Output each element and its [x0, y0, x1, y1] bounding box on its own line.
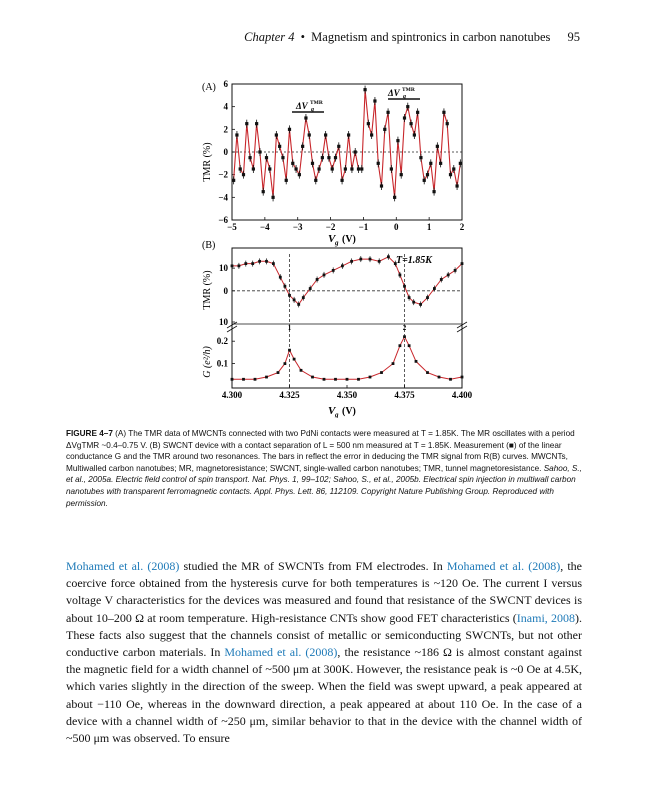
- caption-citation: Sahoo, S., et al., 2005a. Electric field control of spin transport. Nat. Phys. 1, 99–102; Sahoo, S., et al., 2005b. Electrical spin injection in multiwall carbon nanotubes with transparent ferromagnetic contacts. Appl. Phys. Lett. 86, 112109. Copyright Nature Publishing Group. Reproduced with permission.: [66, 463, 582, 508]
- panel-b-xlabel-v: V: [328, 405, 336, 417]
- panel-a-point: [278, 145, 281, 148]
- panel-a-point: [370, 133, 373, 136]
- panel-b-tmr-point: [399, 274, 402, 277]
- delta-sub-2: g: [403, 94, 406, 100]
- panel-a-point: [436, 145, 439, 148]
- panel-a-point: [459, 162, 462, 165]
- panel-b-tmr-point: [231, 264, 234, 267]
- a-ytick-label-1: 4: [223, 101, 228, 112]
- delta-annotation-1: [292, 100, 324, 113]
- panel-a-point: [347, 133, 350, 136]
- delta-annotation-2: [387, 87, 420, 100]
- panel-a-xticks: [227, 217, 465, 232]
- panel-b-ylabel-top: TMR (%): [202, 270, 213, 310]
- panel-b-tmr-point: [461, 262, 464, 265]
- panel-b-g-point: [288, 349, 291, 352]
- panel-a-point: [452, 167, 455, 170]
- panel-b-tmr-point: [302, 296, 305, 299]
- panel-b-tmr-point: [378, 260, 381, 263]
- panel-a-point: [449, 173, 452, 176]
- panel-a-point: [301, 145, 304, 148]
- a-xtick-label-7: 2: [459, 222, 465, 232]
- panel-b-tmr-point: [265, 260, 268, 263]
- panel-a-point: [331, 167, 334, 170]
- panel-b-tmr-point: [244, 262, 247, 265]
- panel-a: [202, 79, 465, 247]
- citation-link-2[interactable]: Mohamed et al. (2008): [446, 559, 561, 573]
- a-xtick-label-0: −5: [227, 222, 237, 232]
- temperature-label: T=1.85K: [396, 255, 432, 266]
- panel-a-point: [285, 179, 288, 182]
- panel-a-point: [317, 167, 320, 170]
- panel-b-tmr-point: [238, 264, 241, 267]
- panel-a-xlabel-sub: g: [335, 239, 339, 247]
- panel-a-point: [314, 179, 317, 182]
- panel-a-point: [327, 156, 330, 159]
- resonance-2-marker: 2: [402, 324, 407, 332]
- panel-a-point: [288, 128, 291, 131]
- figure-caption: [66, 428, 582, 509]
- panel-a-point: [232, 179, 235, 182]
- panel-a-point: [258, 150, 261, 153]
- panel-a-point: [337, 145, 340, 148]
- caption-label: FIGURE 4–7: [66, 429, 113, 438]
- panel-a-point: [334, 156, 337, 159]
- panel-b-frame: [232, 248, 462, 388]
- chapter-title: Magnetism and spintronics in carbon nanotubes: [311, 30, 551, 44]
- panel-b-tmr-point: [426, 296, 429, 299]
- panel-b-tmr-point: [279, 276, 282, 279]
- panel-b-tmr-point: [403, 285, 406, 288]
- panel-b-top-yticks: [219, 263, 235, 327]
- panel-b-g-point: [403, 335, 406, 338]
- panel-b-tmr-point: [447, 274, 450, 277]
- panel-b-tmr-point: [387, 255, 390, 258]
- panel-b-g-point: [300, 369, 303, 372]
- panel-a-xlabel: [328, 233, 356, 247]
- panel-a-point: [367, 122, 370, 125]
- panel-a-point: [426, 173, 429, 176]
- panel-b-g-point: [277, 371, 280, 374]
- panel-a-point: [308, 133, 311, 136]
- delta-label-2: ΔV: [388, 88, 400, 98]
- panel-a-point: [416, 111, 419, 114]
- panel-a-point: [383, 128, 386, 131]
- panel-b-g-point: [323, 378, 326, 381]
- page-number: 95: [567, 30, 580, 44]
- panel-b-g-point: [449, 378, 452, 381]
- panel-b-g-point: [399, 344, 402, 347]
- panel-a-point: [363, 88, 366, 91]
- resonance-1-marker: 1: [287, 324, 292, 332]
- panel-b-tmr-point: [309, 287, 312, 290]
- b-bot-ytick-label-1: 0.1: [216, 358, 228, 369]
- panel-b-tmr-point: [341, 264, 344, 267]
- panel-b-g-point: [461, 376, 464, 379]
- panel-a-point: [446, 122, 449, 125]
- panel-b-g-point: [426, 371, 429, 374]
- panel-a-point: [386, 111, 389, 114]
- a-xtick-label-6: 1: [426, 222, 432, 232]
- delta-sup-1: TMR: [310, 100, 323, 106]
- body-paragraph: [66, 558, 582, 747]
- panel-b-tmr-point: [350, 260, 353, 263]
- delta-sup-2: TMR: [402, 87, 415, 93]
- panel-a-point: [291, 162, 294, 165]
- panel-a-point: [242, 173, 245, 176]
- body-text-3: ). These facts also suggest that the channels consist of metallic or semiconducting SWCNTs, but not other conductive carbon materials. In: [66, 610, 582, 660]
- panel-b-g-point: [311, 376, 314, 379]
- panel-a-point: [423, 179, 426, 182]
- panel-a-point: [439, 162, 442, 165]
- panel-a-point: [344, 167, 347, 170]
- citation-link-3[interactable]: Inami, 2008: [516, 610, 575, 625]
- panel-a-xlabel-unit: (V): [342, 234, 356, 245]
- panel-a-point: [235, 133, 238, 136]
- panel-a-point: [403, 116, 406, 119]
- citation-link-4[interactable]: Mohamed et al. (2008): [224, 645, 338, 660]
- panel-b-g-point: [293, 358, 296, 361]
- panel-b-tmr-point: [297, 303, 300, 306]
- panel-b-tmr-point: [316, 278, 319, 281]
- panel-b-tmr-point: [408, 296, 411, 299]
- b-xtick-label-3: 4.375: [394, 390, 415, 400]
- panel-a-point: [419, 156, 422, 159]
- panel-a-label: (A): [202, 82, 216, 93]
- panel-b-xlabel-unit: (V): [342, 406, 356, 417]
- panel-a-point: [429, 162, 432, 165]
- panel-b-tmr-point: [293, 298, 296, 301]
- panel-b-tmr-point: [359, 258, 362, 261]
- panel-a-point: [271, 196, 274, 199]
- panel-b-xlabel-sub: g: [335, 411, 339, 418]
- a-ytick-label-5: −4: [218, 192, 228, 203]
- panel-a-point: [340, 179, 343, 182]
- b-top-ytick-label-0: 10: [219, 263, 228, 274]
- a-ytick-label-4: −2: [218, 169, 228, 180]
- caption-text: (A) The TMR data of MWCNTs connected with two PdNi contacts were measured at T = 1.85K. The MR oscillates with a period ΔVgTMR ~0.4–0.75 V. (B) SWCNT device with a contact separation of L = 500 nm measured at T = 1.85K. Measurement (■) of the linear conductance G and the TMR around two resonances. The bars in reflect the error in deducing the TMR signal from R(B) curves. MWCNTs, Multiwalled carbon nanotubes; MR, magnetoresistance; SWCNT, single-walled carbon nanotubes; TMR, tunnel magnetoresistance.: [66, 429, 575, 473]
- panel-b-ylabel-bottom: G (e²/h): [202, 346, 213, 378]
- panel-a-point: [350, 167, 353, 170]
- panel-a-point: [304, 116, 307, 119]
- panel-b-g-point: [438, 376, 441, 379]
- panel-a-point: [373, 99, 376, 102]
- panel-a-point: [400, 173, 403, 176]
- panel-b-tmr-point: [369, 258, 372, 261]
- panel-b-tmr-point: [454, 269, 457, 272]
- a-xtick-label-5: 0: [394, 222, 399, 232]
- panel-a-point: [393, 196, 396, 199]
- panel-b-g-point: [380, 371, 383, 374]
- panel-a-point: [262, 190, 265, 193]
- panel-a-point: [396, 139, 399, 142]
- panel-b-series: [231, 254, 464, 381]
- panel-a-point: [268, 167, 271, 170]
- panel-a-ylabel: TMR (%): [202, 142, 213, 182]
- panel-a-line: [234, 90, 461, 198]
- body-text-1: studied the MR of SWCNTs from FM electrodes. In: [179, 559, 447, 573]
- panel-a-point: [390, 167, 393, 170]
- panel-b-tmr-point: [412, 301, 415, 304]
- b-xtick-label-2: 4.350: [336, 390, 358, 400]
- chapter-label: Chapter 4: [244, 30, 295, 44]
- panel-a-series: [232, 86, 462, 202]
- panel-b-g-point: [346, 378, 349, 381]
- a-ytick-label-2: 2: [223, 124, 228, 135]
- panel-a-point: [354, 150, 357, 153]
- panel-a-point: [321, 156, 324, 159]
- b-xtick-label-0: 4.300: [221, 390, 243, 400]
- panel-b-tmr-point: [258, 260, 261, 263]
- panel-a-point: [442, 111, 445, 114]
- a-xtick-label-3: −2: [325, 222, 336, 232]
- panel-a-point: [360, 167, 363, 170]
- page-header: [0, 30, 580, 45]
- panel-b-g-point: [231, 378, 234, 381]
- panel-a-point: [377, 162, 380, 165]
- panel-b-g-point: [415, 360, 418, 363]
- delta-sub-1: g: [311, 107, 314, 113]
- panel-a-point: [245, 122, 248, 125]
- body-text-4: , the resistance ~186 Ω is almost constant against the magnetic field for a width channel of ~500 μm at 300K. However, the resistance peak is ~0 Oe at 4.5K, which varies slightly in the direction of the sweep. When the field was swept upward, a peak appeared at about −110 Oe, whereas in the downward direction, a peak appeared at about 110 Oe. In the case of a device with a channel width of ~250 μm, similar behavior to that in the device with the channel width of ~500 μm was observed. To ensure: [66, 645, 582, 746]
- panel-a-point: [311, 162, 314, 165]
- panel-a-point: [406, 105, 409, 108]
- b-top-ytick-label-1: 0: [223, 285, 228, 296]
- panel-b-tmr-point: [272, 262, 275, 265]
- panel-a-point: [380, 184, 383, 187]
- panel-a-point: [294, 167, 297, 170]
- figure-svg: [196, 78, 476, 418]
- panel-b-tmr-point: [440, 278, 443, 281]
- panel-b-tmr-point: [433, 287, 436, 290]
- panel-a-point: [281, 156, 284, 159]
- panel-b-label: (B): [202, 240, 216, 251]
- panel-a-point: [413, 133, 416, 136]
- panel-b-g-point: [284, 362, 287, 365]
- panel-b-tmr-point: [288, 294, 291, 297]
- a-xtick-label-4: −1: [358, 222, 369, 232]
- delta-label-1: ΔV: [296, 101, 308, 111]
- a-xtick-label-1: −4: [260, 222, 270, 232]
- panel-a-point: [265, 156, 268, 159]
- panel-b-g-point: [334, 378, 337, 381]
- panel-a-yticks: [218, 79, 235, 225]
- panel-b-tmr-point: [419, 303, 422, 306]
- panel-b-g-point: [369, 376, 372, 379]
- citation-link-1[interactable]: Mohamed et al. (2008): [66, 559, 180, 573]
- panel-b-g-point: [254, 378, 257, 381]
- panel-b-tmr-point: [284, 285, 287, 288]
- panel-a-point: [275, 133, 278, 136]
- header-separator: •: [300, 30, 306, 44]
- panel-b: [202, 240, 473, 418]
- figure-4-7: [196, 78, 476, 418]
- panel-a-point: [324, 133, 327, 136]
- panel-b-tmr-point: [332, 269, 335, 272]
- panel-b-tmr-point: [323, 274, 326, 277]
- panel-b-g-point: [357, 378, 360, 381]
- panel-b-g-point: [392, 362, 395, 365]
- panel-a-point: [252, 167, 255, 170]
- panel-b-g-point: [265, 376, 268, 379]
- a-xtick-label-2: −3: [292, 222, 303, 232]
- panel-a-point: [239, 167, 242, 170]
- a-ytick-label-0: 6: [223, 79, 228, 89]
- panel-a-point: [298, 173, 301, 176]
- b-xtick-label-4: 4.400: [451, 390, 473, 400]
- panel-a-xlabel-v: V: [328, 233, 336, 245]
- panel-a-point: [432, 190, 435, 193]
- b-xtick-label-1: 4.325: [279, 390, 300, 400]
- panel-a-point: [409, 122, 412, 125]
- b-top-ytick-label-2: 10: [219, 317, 228, 327]
- body-text-2: , the coercive force obtained from the hysteresis curve for both temperatures is ~120 Oe. The current I versus voltage V characteristics for the devices was measured and found that resistance of the SWCNT devices is about 10–200 Ω at room temperature. High-resistance CNTs show good FET characteristics (: [66, 559, 583, 625]
- b-bot-ytick-label-0: 0.2: [216, 336, 228, 347]
- panel-a-point: [357, 167, 360, 170]
- panel-a-point: [255, 122, 258, 125]
- panel-a-point: [455, 184, 458, 187]
- panel-a-point: [248, 156, 251, 159]
- panel-b-g-point: [408, 344, 411, 347]
- panel-b-tmr-point: [251, 262, 254, 265]
- panel-b-xticks: [222, 385, 473, 400]
- panel-b-xlabel: [328, 405, 356, 418]
- panel-b-g-point: [242, 378, 245, 381]
- a-ytick-label-3: 0: [223, 147, 228, 157]
- a-ytick-label-6: −6: [218, 215, 228, 225]
